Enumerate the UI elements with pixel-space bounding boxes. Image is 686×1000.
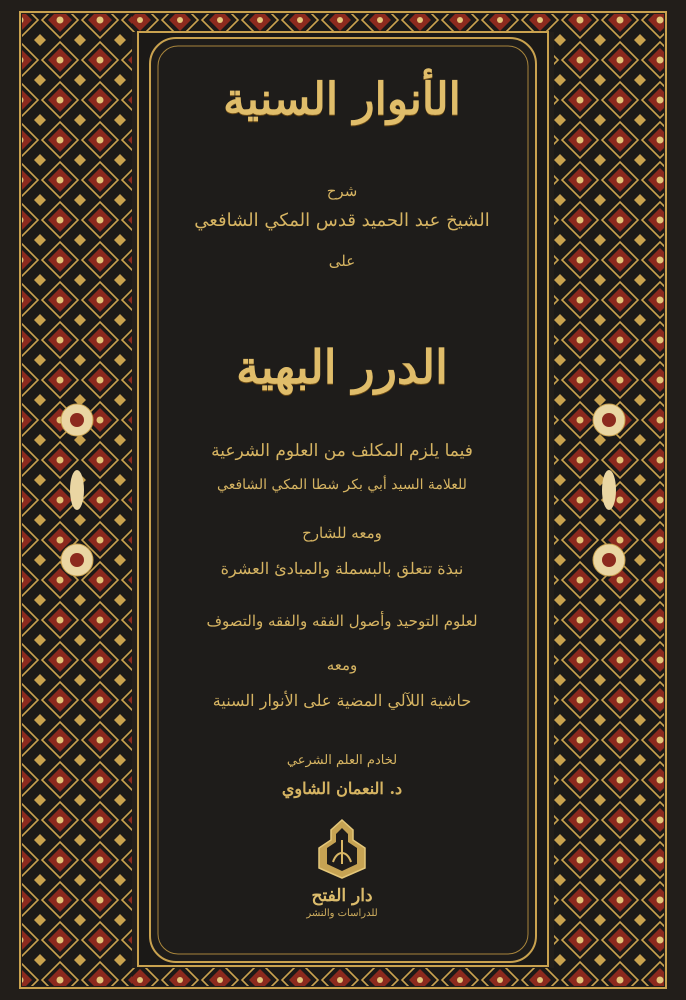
nubdha-line: نبذة تتعلق بالبسملة والمبادئ العشرة (220, 559, 464, 578)
publisher-emblem-icon (313, 818, 371, 880)
khadim-line: لخادم العلم الشرعي (286, 753, 398, 768)
doctor-name: د. النعمان الشاوي (281, 779, 403, 798)
ala-line: على (328, 252, 356, 270)
allama-line: للعلامة السيد أبي بكر شطا المكي الشافعي (217, 477, 467, 493)
ulum-line: لعلوم التوحيد وأصول الفقه والفقه والتصوف (206, 612, 478, 630)
maahu-line: ومعه للشارح (302, 524, 382, 542)
publisher-tagline: للدراسات والنشر (306, 908, 378, 919)
title-panel (150, 38, 534, 962)
fima-line: فيما يلزم المكلف من العلوم الشرعية (211, 441, 473, 461)
publisher-name: دار الفتح (311, 886, 373, 906)
hashiya-line: حاشية اللآلي المضية على الأنوار السنية (212, 691, 472, 710)
second-title: الدرر البهية (236, 340, 448, 394)
maahu2-line: ومعه (326, 656, 358, 674)
publisher-block (150, 818, 534, 919)
sharh-line: شرح (326, 182, 358, 200)
main-title: الأنوار السنية (223, 74, 461, 125)
author-line: الشيخ عبد الحميد قدس المكي الشافعي (194, 210, 490, 231)
